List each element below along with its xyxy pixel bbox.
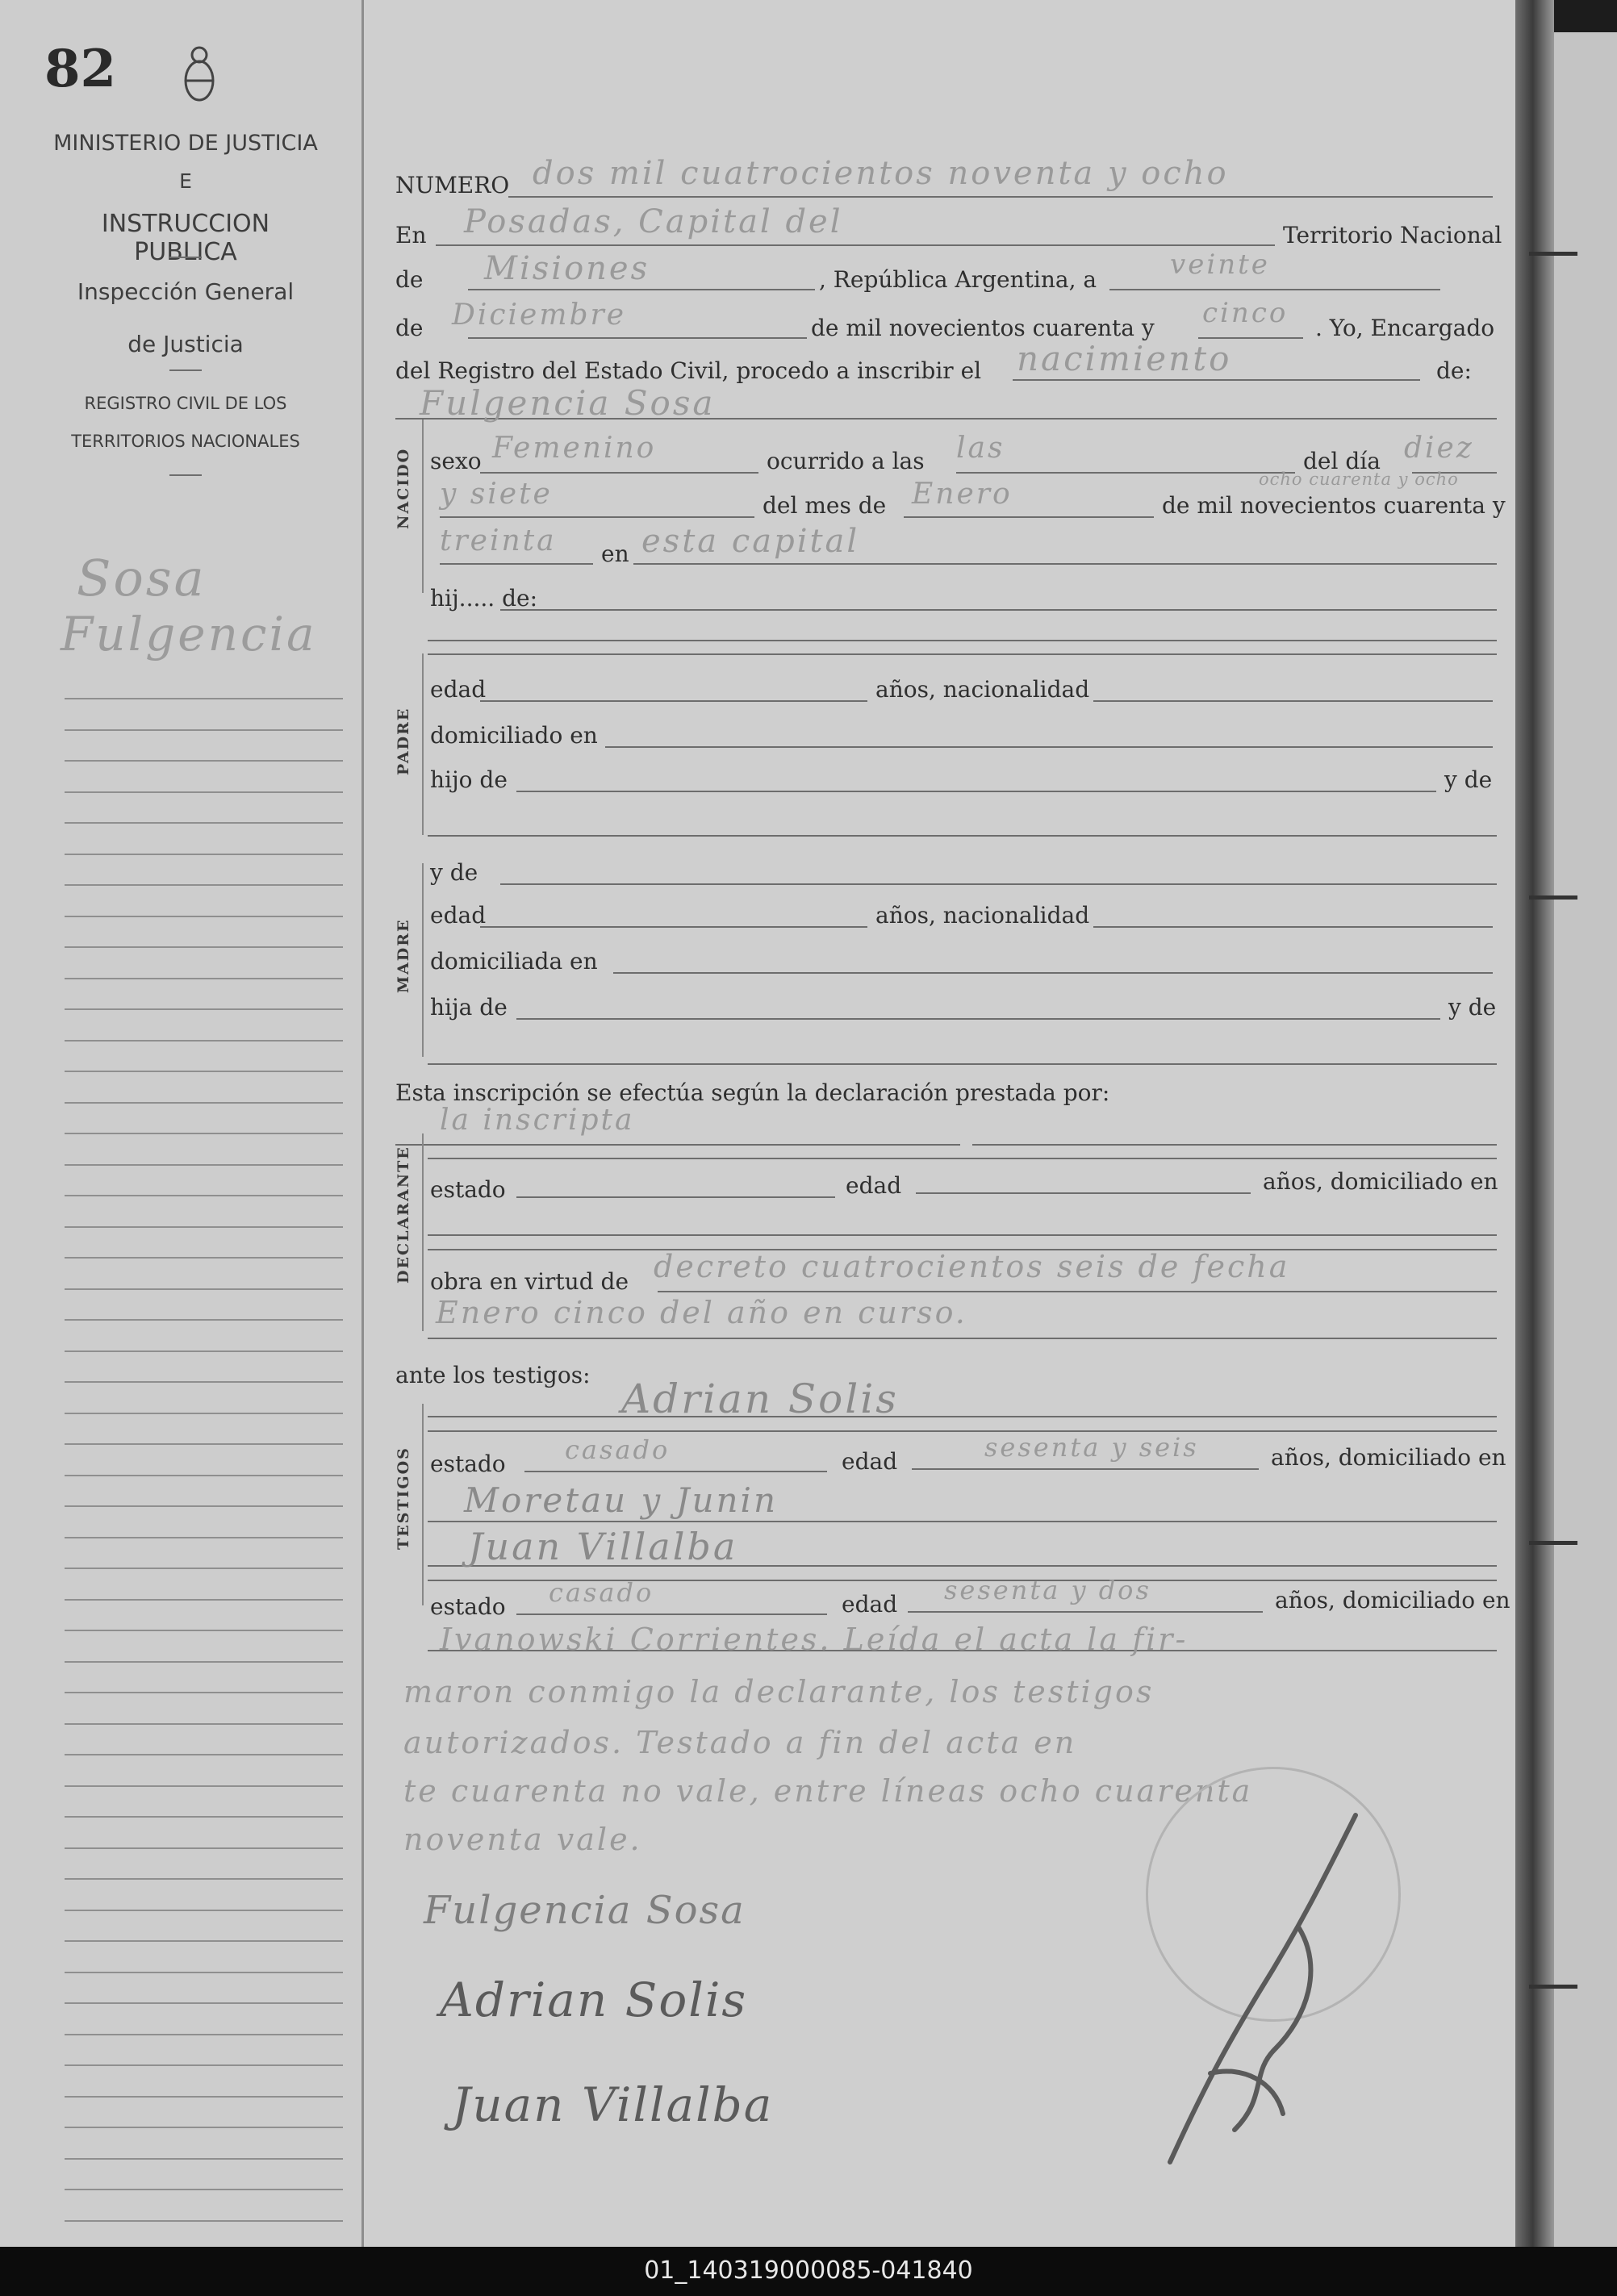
hw-estado1: casado [565,1434,671,1465]
hw-dia2: y siete [440,478,553,511]
label-ocurrido: ocurrido a las [767,448,925,474]
label-de-mil: de mil novecientos cuarenta y [1162,492,1506,519]
margin-rule-line [65,2127,343,2128]
image-identifier: 01_140319000085-041840 [644,2256,973,2285]
margin-rule-line [65,1692,343,1693]
margin-rule-line [65,1040,343,1042]
form-line [1093,700,1493,702]
signature-encargado [1114,1807,1388,2194]
margin-rule-line [65,1475,343,1476]
registro-line2: TERRITORIOS NACIONALES [71,432,300,451]
label-y-de: y de [1444,766,1493,793]
label-testigos: TESTIGOS [395,1446,412,1550]
ministry-line3: INSTRUCCION PUBLICA [101,210,270,266]
margin-rule-line [65,1816,343,1818]
label-y-de3: y de [1448,994,1497,1021]
form-line [428,1158,1497,1159]
label-hija-de: hija de [430,994,508,1021]
form-line [1109,289,1440,290]
form-line [428,1234,1497,1236]
form-line [500,883,1497,885]
form-line [480,926,867,928]
hw-nombre: Fulgencia Sosa [420,383,716,423]
label-obra: obra en virtud de [430,1268,629,1295]
hw-de-month: Diciembre [452,298,627,332]
form-line [516,791,1436,792]
label-declarante: DECLARANTE [395,1146,412,1284]
hw-de: Misiones [484,250,650,287]
margin-rule-line [65,1257,343,1259]
form-line [1093,926,1493,928]
hw-edad1: sesenta y seis [984,1432,1199,1463]
hw-a: veinte [1170,248,1270,281]
hw-anio: cinco [1202,297,1289,329]
hw-numero: dos mil cuatrocientos noventa y ocho [533,155,1229,192]
hw-notas-3: autorizados. Testado a fin del acta en [403,1725,1077,1760]
form-line [428,1521,1497,1522]
label-en: En [395,222,427,248]
binding-wire [1529,1541,1577,1545]
hw-dom1: Moretau y Junin [464,1480,779,1520]
form-line [395,1144,960,1146]
label-estado-t2: estado [430,1593,506,1620]
label-anos-dom-t1: años, domiciliado en [1271,1444,1506,1471]
margin-rule-line [65,1319,343,1321]
form-line [516,1613,827,1615]
ministry-line1: MINISTERIO DE JUSTICIA [53,131,318,156]
form-line [428,835,1497,837]
margin-rule-line [65,760,343,762]
form-line [428,1416,1497,1417]
dept-line2: de Justicia [127,331,244,357]
binding-wire [1529,895,1577,900]
margin-rule-line [65,1847,343,1849]
form-line [428,1338,1497,1339]
margin-rule-line [65,2220,343,2222]
margin-rule-line [65,1381,343,1383]
label-en2: en [601,541,629,567]
bracket-madre [422,863,424,1057]
hw-mes: Enero [912,478,1013,511]
margin-rule-line [65,2158,343,2160]
margin-rule-line [65,1008,343,1010]
form-line [1013,379,1420,381]
margin-rule-line [65,2064,343,2066]
label-de2: de [395,315,424,341]
hw-notas-4: te cuarenta no vale, entre líneas ocho cuarenta [403,1773,1253,1809]
hw-en: Posadas, Capital del [464,203,843,240]
hw-hora: las [956,432,1005,465]
form-line [972,1144,1497,1146]
margin-rule-line [65,698,343,699]
margin-rule-line [65,1413,343,1414]
label-testigos: ante los testigos: [395,1362,591,1388]
label-territorio: Territorio Nacional [1283,222,1502,248]
label-hij: hij..... de: [430,585,537,612]
label-domiciliada-madre: domiciliada en [430,948,598,975]
form-line [428,1430,1497,1432]
hw-notas-1: Ivanowski Corrientes. Leída el acta la fir- [440,1622,1189,1657]
coat-of-arms-icon [182,44,217,106]
label-republica: , República Argentina, a [819,266,1097,293]
label-estado-t1: estado [430,1451,506,1477]
margin-rule-line [65,1102,343,1104]
ministry-line2: E [179,169,192,193]
form-line [633,563,1497,565]
label-numero: NUMERO [395,172,510,198]
page-number: 82 [44,39,117,99]
margin-rule-line [65,2034,343,2035]
label-nacido: NACIDO [395,447,412,529]
margin-rule-line [65,1133,343,1134]
bracket-padre [422,653,424,835]
label-edad-madre: edad [430,902,487,929]
margin-rule-line [65,1443,343,1445]
form-line [480,700,867,702]
margin-rule-line [65,2002,343,2004]
margin-rule-line [65,1940,343,1942]
label-de: de [395,266,424,293]
margin-rule-line [65,791,343,793]
form-line [912,1468,1259,1470]
label-anos-dom-decl: años, domiciliado en [1263,1168,1498,1195]
label-domiciliado-padre: domiciliado en [430,722,598,749]
hw-testigo2: Juan Villalba [468,1525,738,1568]
form-line [916,1192,1251,1194]
form-line [500,609,1497,611]
margin-rule-line [65,1910,343,1911]
margin-rule-line [65,1599,343,1601]
form-line [508,196,1493,198]
label-inscripcion: Esta inscripción se efectúa según la declaración prestada por: [395,1079,1110,1106]
margin-rule-line [65,978,343,979]
hw-lugar: esta capital [641,523,860,560]
binding-wire [1529,252,1577,256]
signature-testigo1: Adrian Solis [440,1972,748,2027]
form-line [428,1063,1497,1065]
label-edad-t1: edad [842,1448,898,1475]
form-line [440,563,593,565]
margin-rule-line [65,1754,343,1755]
margin-rule-line [65,1288,343,1290]
form-line [904,516,1154,518]
hw-obra1: decreto cuatrocientos seis de fecha [654,1249,1290,1284]
margin-rule-line [65,1071,343,1072]
book-gutter [1515,0,1554,2247]
hw-acto: nacimiento [1017,339,1232,378]
form-line [605,746,1493,748]
hw-dia: diez [1404,432,1474,465]
margin-surname: Sosa [77,549,207,607]
margin-rule-line [65,822,343,824]
margin-rule-line [65,1630,343,1631]
margin-rule-line [65,1350,343,1352]
label-anos-nac-padre: años, nacionalidad [875,676,1090,703]
form-line [436,244,1275,246]
form-line [440,516,754,518]
margin-rule-line [65,1785,343,1787]
hw-anio2: treinta [440,524,557,557]
form-line [956,472,1295,474]
form-line [468,289,815,290]
margin-rule-line [65,2096,343,2098]
label-anos-nac-madre: años, nacionalidad [875,902,1090,929]
hw-testigo1: Adrian Solis [621,1376,899,1422]
margin-given-name: Fulgencia [61,607,317,662]
form-line [428,640,1497,641]
margin-rule-line [65,1972,343,1973]
signature-declarante: Fulgencia Sosa [424,1888,746,1933]
form-line [658,1291,1497,1292]
margin-rule-line [65,1568,343,1569]
margin-rule-line [65,2189,343,2190]
margin-rule-line [65,1723,343,1725]
label-registro: del Registro del Estado Civil, procedo a inscribir el [395,357,982,384]
bracket-declarante [422,1133,424,1331]
label-de-colon: de: [1436,357,1472,384]
label-mil-nov: de mil novecientos cuarenta y [811,315,1155,341]
label-y-de2: y de [430,859,478,886]
margin-rule-line [65,1661,343,1663]
form-line [613,972,1493,974]
bracket-testigos [422,1404,424,1605]
label-edad-decl: edad [846,1172,902,1199]
registro-line1: REGISTRO CIVIL DE LOS [84,394,287,413]
margin-rule-line [65,1878,343,1880]
form-line [428,653,1497,655]
form-line [480,472,758,474]
label-del-dia: del día [1303,448,1381,474]
signature-testigo2: Juan Villalba [452,2077,774,2132]
label-estado-decl: estado [430,1176,506,1203]
label-sexo: sexo [430,448,482,474]
hw-declarante: la inscripta [440,1104,635,1137]
form-line [516,1018,1440,1020]
label-edad-padre: edad [430,676,487,703]
margin-rule-line [65,1537,343,1538]
hw-notas-5: noventa vale. [403,1822,642,1857]
bracket-nacido [422,420,424,593]
label-yo: . Yo, Encargado [1315,315,1495,341]
dept-line1: Inspección General [77,278,295,305]
hw-estado2: casado [549,1577,654,1608]
margin-rule-line [65,729,343,731]
margin-rule-line [65,1195,343,1196]
margin-rule-line [65,916,343,917]
binding-wire [1529,1985,1577,1989]
form-line [524,1471,827,1472]
form-line [468,337,807,339]
hw-sexo: Femenino [492,432,657,465]
hw-edad2: sesenta y dos [944,1575,1151,1605]
label-padre: PADRE [395,707,412,775]
label-edad-t2: edad [842,1591,898,1618]
label-hijo-de: hijo de [430,766,508,793]
margin-rule-line [65,946,343,948]
margin-rule-line [65,1505,343,1507]
margin-rule-line [65,884,343,886]
hw-obra2: Enero cinco del año en curso. [436,1295,967,1330]
margin-rule-line [65,1164,343,1166]
margin-rule-line [65,854,343,855]
margin-rule-line [65,1226,343,1228]
label-anos-dom-t2: años, domiciliado en [1275,1587,1510,1613]
label-del-mes: del mes de [763,492,887,519]
form-line [516,1196,835,1198]
adjacent-page-edge [1554,32,1617,2247]
form-line [908,1611,1263,1613]
hw-dia-correction: ocho cuarenta y ocho [1259,470,1459,489]
label-madre: MADRE [395,918,412,993]
hw-notas-2: maron conmigo la declarante, los testigos [403,1674,1155,1709]
